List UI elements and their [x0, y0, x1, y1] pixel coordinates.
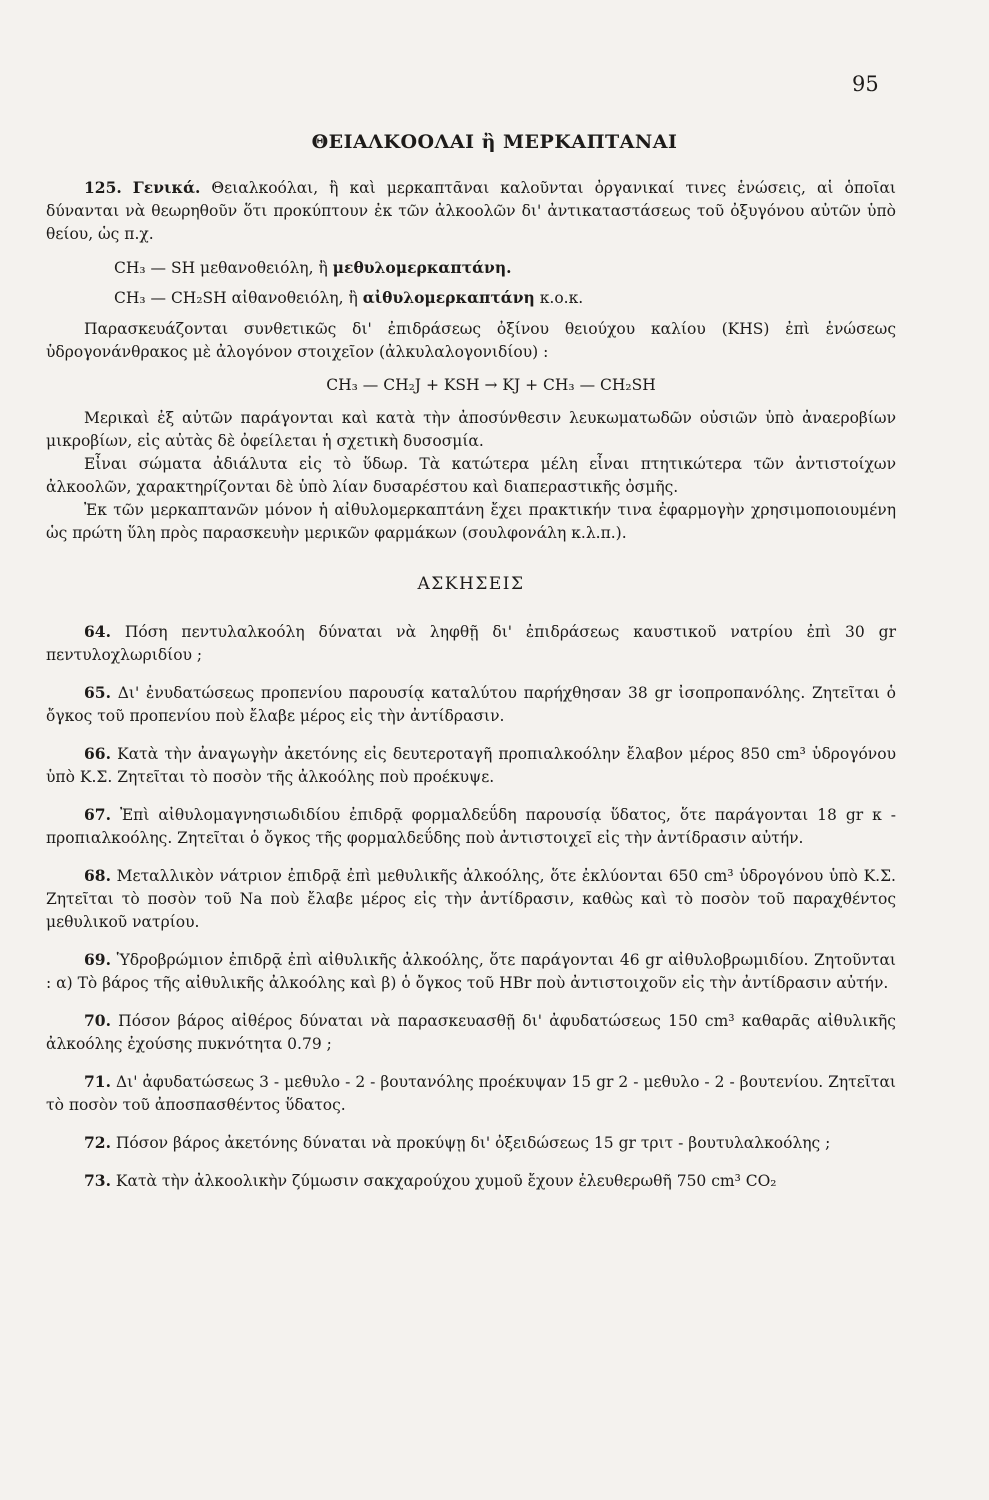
exercise-number: 64.: [84, 622, 111, 641]
chapter-title: ΘΕΙΑΛΚΟΟΛΑΙ ἢ ΜΕΡΚΑΠΤΑΝΑΙ: [311, 131, 678, 153]
example-name: μεθανοθειόλη,: [200, 259, 314, 277]
example-name: αἰθανοθειόλη,: [231, 289, 344, 307]
page-content: [46, 176, 896, 1193]
exercise-text: Ὑδροβρώμιον ἐπιδρᾷ ἐπὶ αἰθυλικῆς ἀλκοόλης, ὅτε παράγονται 46 gr αἰθυλοβρωμιδίου. Ζητοῦνται : α) Τὸ βάρος τῆς αἰθυλικῆς ἀλκοόλης καὶ β) ὁ ὄγκος τοῦ HBr ποὺ ἀντιστοιχοῦν εἰς τὴν ἀντίδρασιν αὐτήν.: [46, 951, 896, 992]
exercise-number: 66.: [84, 744, 111, 763]
exercise-item: [46, 620, 896, 667]
exercise-number: 65.: [84, 683, 111, 702]
exercise-text: Κατὰ τὴν ἀναγωγὴν ἀκετόνης εἰς δευτεροταγῆ προπιαλκοόλην ἔλαβον μέρος 850 cm³ ὑδρογόνου ὑπὸ Κ.Σ. Ζητεῖται τὸ ποσὸν τῆς ἀλκοόλης ποὺ προέκυψε.: [46, 745, 896, 786]
exercise-number: 73.: [84, 1171, 111, 1190]
exercise-number: 69.: [84, 950, 111, 969]
example-common-name: αἰθυλομερκαπτάνη: [362, 288, 535, 307]
exercise-text: Πόσον βάρος ἀκετόνης δύναται νὰ προκύψῃ δι' ὀξειδώσεως 15 gr τριτ - βουτυλαλκοόλης ;: [115, 1134, 831, 1152]
section-number: 125.: [84, 178, 122, 197]
exercises-heading: ΑΣΚΗΣΕΙΣ: [417, 574, 525, 594]
intro-paragraph: [46, 176, 896, 246]
example-line: [114, 286, 896, 310]
exercise-item: [46, 1169, 896, 1193]
example-formula: CH₃ — SH: [114, 259, 196, 277]
exercise-text: Δι' ἐνυδατώσεως προπενίου παρουσίᾳ καταλύτου παρήχθησαν 38 gr ἰσοπροπανόλης. Ζητεῖται ὁ ὄγκος τοῦ προπενίου ποὺ ἔλαβε μέρος εἰς τὴν ἀντίδρασιν.: [46, 684, 896, 725]
exercise-item: [46, 681, 896, 728]
exercise-number: 68.: [84, 866, 111, 885]
preparation-paragraph: Παρασκευάζονται συνθετικῶς δι' ἐπιδράσεως ὀξίνου θειούχου καλίου (KHS) ἐπὶ ἑνώσεως ὑδρογονάνθρακος μὲ ἀλογόνον στοιχεῖον (ἀλκυλαλογονιδίου) :: [46, 320, 896, 361]
exercise-text: Πόσον βάρος αἰθέρος δύναται νὰ παρασκευασθῇ δι' ἀφυδατώσεως 150 cm³ καθαρᾶς αἰθυλικῆς ἀλκοόλης ἐχούσης πυκνότητα 0.79 ;: [46, 1012, 896, 1053]
section-heading-inline: Γενικά.: [132, 178, 201, 197]
body-paragraph: Ἐκ τῶν μερκαπτανῶν μόνον ἡ αἰθυλομερκαπτάνη ἔχει πρακτικήν τινα ἐφαρμογὴν χρησιμοποιουμένη ὡς πρώτη ὕλη πρὸς παρασκευὴν μερικῶν φαρμάκων (σουλφονάλη κ.λ.π.).: [46, 501, 896, 542]
exercise-item: [46, 1131, 896, 1155]
exercise-text: Κατὰ τὴν ἀλκοολικὴν ζύμωσιν σακχαρούχου χυμοῦ ἔχουν ἐλευθερωθῆ 750 cm³ CO₂: [115, 1172, 777, 1190]
exercise-text: Μεταλλικὸν νάτριον ἐπιδρᾷ ἐπὶ μεθυλικῆς ἀλκοόλης, ὅτε ἐκλύονται 650 cm³ ὑδρογόνου ὑπὸ Κ.Σ. Ζητεῖται τὸ ποσὸν τοῦ Na ποὺ ἔλαβε μέρος εἰς τὴν ἀντίδρασιν, καθὼς καὶ τὸ ποσὸν τοῦ παραχθέντος μεθυλικοῦ νατρίου.: [46, 867, 896, 931]
example-suffix: κ.ο.κ.: [539, 289, 584, 307]
exercise-item: [46, 948, 896, 995]
exercise-text: Δι' ἀφυδατώσεως 3 - μεθυλο - 2 - βουτανόλης προέκυψαν 15 gr 2 - μεθυλο - 2 - βουτενίου. Ζητεῖται τὸ ποσὸν τοῦ ἀποσπασθέντος ὕδατος.: [46, 1073, 896, 1114]
exercise-item: [46, 742, 896, 789]
body-paragraph: Εἶναι σώματα ἀδιάλυτα εἰς τὸ ὕδωρ. Τὰ κατώτερα μέλη εἶναι πτητικώτερα τῶν ἀντιστοίχων ἀλκοολῶν, χαρακτηρίζονται δὲ ὑπὸ λίαν δυσαρέστου καὶ διαπεραστικῆς ὀσμῆς.: [46, 455, 896, 496]
body-paragraph: Μερικαὶ ἐξ αὐτῶν παράγονται καὶ κατὰ τὴν ἀποσύνθεσιν λευκωματωδῶν οὐσιῶν ὑπὸ ἀναεροβίων μικροβίων, εἰς αὐτὰς δὲ ὀφείλεται ἡ σχετικὴ δυσοσμία.: [46, 409, 896, 450]
example-or: ἢ: [318, 259, 328, 277]
exercise-number: 72.: [84, 1133, 111, 1152]
example-or: ἢ: [348, 289, 358, 307]
exercise-item: [46, 1009, 896, 1056]
example-common-name: μεθυλομερκαπτάνη.: [332, 258, 512, 277]
example-line: [114, 256, 896, 280]
exercise-number: 67.: [84, 805, 111, 824]
exercise-item: [46, 803, 896, 850]
exercise-item: [46, 864, 896, 934]
exercise-item: [46, 1070, 896, 1117]
reaction-equation: CH₃ — CH₂J + KSH → KJ + CH₃ — CH₂SH: [326, 376, 656, 394]
intro-text: Θειαλκοόλαι, ἢ καὶ μερκαπτᾶναι καλοῦνται ὀργανικαί τινες ἑνώσεις, αἱ ὁποῖαι δύνανται νὰ θεωρηθοῦν ὅτι προκύπτουν ἐκ τῶν ἀλκοολῶν δι' ἀντικαταστάσεως τοῦ ὀξυγόνου αὐτῶν ὑπὸ θείου, ὡς π.χ.: [46, 179, 896, 243]
exercise-text: Ἐπὶ αἰθυλομαγνησιωδιδίου ἐπιδρᾷ φορμαλδεΰδη παρουσίᾳ ὕδατος, ὅτε παράγονται 18 gr κ - προπιαλκοόλης. Ζητεῖται ὁ ὄγκος τῆς φορμαλδεΰδης ποὺ ἀντιστοιχεῖ εἰς τὴν ἀντίδρασιν αὐτήν.: [46, 806, 896, 847]
page-number: 95: [852, 72, 879, 96]
exercise-number: 70.: [84, 1011, 111, 1030]
exercise-text: Πόση πεντυλαλκοόλη δύναται νὰ ληφθῇ δι' ἐπιδράσεως καυστικοῦ νατρίου ἐπὶ 30 gr πεντυλοχλωριδίου ;: [46, 623, 896, 664]
example-formula: CH₃ — CH₂SH: [114, 289, 227, 307]
exercise-number: 71.: [84, 1072, 111, 1091]
